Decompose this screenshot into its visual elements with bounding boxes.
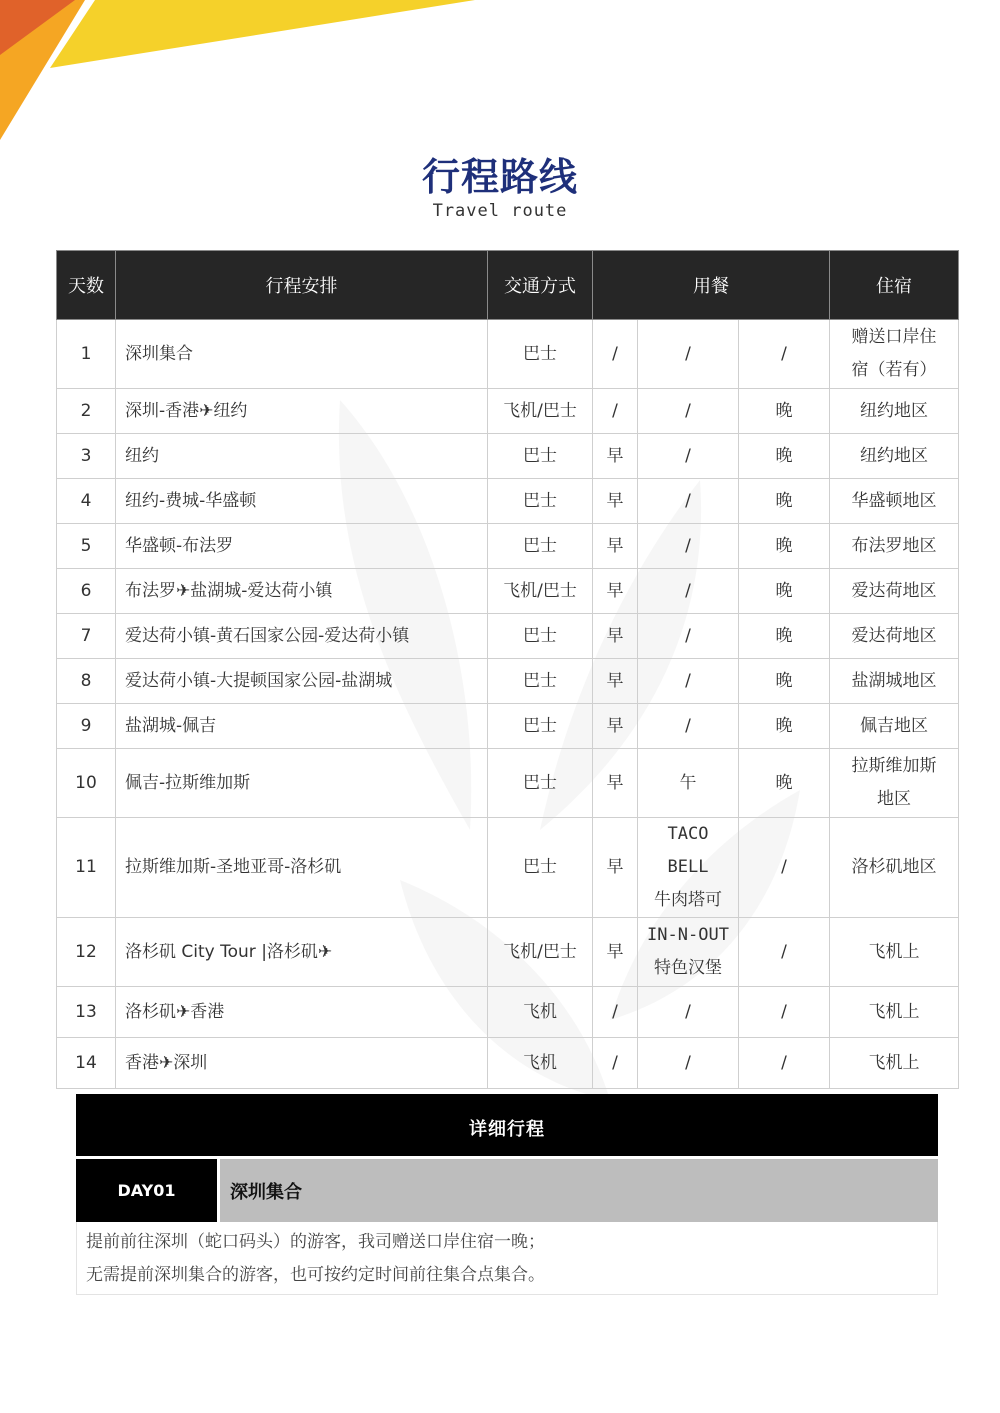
- route-cell: 洛杉矶 City Tour |洛杉矶✈: [116, 918, 488, 987]
- day-cell: 8: [57, 659, 116, 704]
- day-cell: 13: [57, 987, 116, 1038]
- transport-cell: 飞机: [488, 987, 593, 1038]
- hotel-cell: 布法罗地区: [830, 524, 959, 569]
- header-transport: 交通方式: [488, 251, 593, 320]
- day-cell: 7: [57, 614, 116, 659]
- breakfast-cell: 早: [593, 749, 638, 818]
- route-cell: 洛杉矶✈香港: [116, 987, 488, 1038]
- day-label: DAY01: [76, 1159, 217, 1222]
- transport-cell: 巴士: [488, 704, 593, 749]
- day-row: [76, 1159, 938, 1222]
- hotel-cell: 爱达荷地区: [830, 614, 959, 659]
- dinner-cell: 晚: [739, 389, 830, 434]
- page-subtitle: Travel route: [432, 201, 568, 221]
- day-title: 深圳集合: [220, 1159, 938, 1222]
- dinner-cell: 晚: [739, 704, 830, 749]
- lunch-cell: /: [638, 614, 739, 659]
- hotel-cell: 佩吉地区: [830, 704, 959, 749]
- hotel-cell: 盐湖城地区: [830, 659, 959, 704]
- day-cell: 4: [57, 479, 116, 524]
- hotel-cell: 飞机上: [830, 918, 959, 987]
- route-cell: 爱达荷小镇-黄石国家公园-爱达荷小镇: [116, 614, 488, 659]
- transport-cell: 飞机/巴士: [488, 569, 593, 614]
- lunch-cell: /: [638, 569, 739, 614]
- dinner-cell: 晚: [739, 659, 830, 704]
- transport-cell: 巴士: [488, 659, 593, 704]
- route-cell: 布法罗✈盐湖城-爱达荷小镇: [116, 569, 488, 614]
- breakfast-cell: /: [593, 320, 638, 389]
- dinner-cell: 晚: [739, 749, 830, 818]
- day-cell: 2: [57, 389, 116, 434]
- breakfast-cell: 早: [593, 704, 638, 749]
- hotel-cell: 爱达荷地区: [830, 569, 959, 614]
- day-cell: 6: [57, 569, 116, 614]
- table-row: [57, 659, 959, 704]
- hotel-cell: 华盛顿地区: [830, 479, 959, 524]
- header-route: 行程安排: [116, 251, 488, 320]
- table-row: [57, 434, 959, 479]
- hotel-cell: 纽约地区: [830, 434, 959, 479]
- breakfast-cell: /: [593, 1038, 638, 1089]
- detail-header: 详细行程: [76, 1094, 938, 1156]
- table-row: [57, 704, 959, 749]
- dinner-cell: 晚: [739, 614, 830, 659]
- transport-cell: 巴士: [488, 434, 593, 479]
- table-row: [57, 818, 959, 918]
- route-cell: 爱达荷小镇-大提顿国家公园-盐湖城: [116, 659, 488, 704]
- transport-cell: 巴士: [488, 320, 593, 389]
- route-cell: 纽约-费城-华盛顿: [116, 479, 488, 524]
- route-cell: 深圳-香港✈纽约: [116, 389, 488, 434]
- dinner-cell: /: [739, 918, 830, 987]
- table-row: [57, 524, 959, 569]
- transport-cell: 飞机/巴士: [488, 389, 593, 434]
- breakfast-cell: /: [593, 987, 638, 1038]
- lunch-line: 牛肉塔可: [654, 890, 722, 910]
- route-cell: 纽约: [116, 434, 488, 479]
- table-row: [57, 389, 959, 434]
- lunch-cell: /: [638, 987, 739, 1038]
- breakfast-cell: 早: [593, 479, 638, 524]
- header-meals: 用餐: [593, 251, 830, 320]
- dinner-cell: /: [739, 1038, 830, 1089]
- day-cell: 10: [57, 749, 116, 818]
- hotel-line: 拉斯维加斯: [851, 756, 937, 776]
- hotel-cell: [830, 749, 959, 818]
- lunch-cell: /: [638, 389, 739, 434]
- lunch-cell: /: [638, 1038, 739, 1089]
- lunch-cell: /: [638, 434, 739, 479]
- table-row: [57, 614, 959, 659]
- transport-cell: 飞机: [488, 1038, 593, 1089]
- transport-cell: 巴士: [488, 479, 593, 524]
- breakfast-cell: 早: [593, 614, 638, 659]
- day-cell: 1: [57, 320, 116, 389]
- header-hotel: 住宿: [830, 251, 959, 320]
- dinner-cell: /: [739, 818, 830, 918]
- day-description: [76, 1222, 938, 1295]
- dinner-cell: 晚: [739, 434, 830, 479]
- dinner-cell: /: [739, 987, 830, 1038]
- header-day: 天数: [57, 251, 116, 320]
- hotel-cell: 飞机上: [830, 1038, 959, 1089]
- hotel-line: 地区: [877, 789, 911, 809]
- lunch-cell: /: [638, 659, 739, 704]
- deco-yellow-shape: [50, 0, 475, 68]
- table-row: [57, 918, 959, 987]
- table-header-row: [57, 251, 959, 320]
- route-cell: 拉斯维加斯-圣地亚哥-洛杉矶: [116, 818, 488, 918]
- day-cell: 14: [57, 1038, 116, 1089]
- dinner-cell: 晚: [739, 479, 830, 524]
- dinner-cell: 晚: [739, 569, 830, 614]
- lunch-cell: /: [638, 524, 739, 569]
- lunch-cell: 午: [638, 749, 739, 818]
- hotel-cell: [830, 320, 959, 389]
- itinerary-table: [56, 250, 959, 1089]
- transport-cell: 巴士: [488, 749, 593, 818]
- transport-cell: 飞机/巴士: [488, 918, 593, 987]
- table-row: [57, 479, 959, 524]
- transport-cell: 巴士: [488, 614, 593, 659]
- transport-cell: 巴士: [488, 524, 593, 569]
- table-row: [57, 1038, 959, 1089]
- route-cell: 佩吉-拉斯维加斯: [116, 749, 488, 818]
- route-cell: 盐湖城-佩吉: [116, 704, 488, 749]
- lunch-line: 特色汉堡: [654, 958, 722, 978]
- breakfast-cell: 早: [593, 524, 638, 569]
- route-cell: 深圳集合: [116, 320, 488, 389]
- table-row: [57, 987, 959, 1038]
- breakfast-cell: /: [593, 389, 638, 434]
- lunch-cell: /: [638, 320, 739, 389]
- day-cell: 3: [57, 434, 116, 479]
- route-cell: 华盛顿-布法罗: [116, 524, 488, 569]
- day-cell: 9: [57, 704, 116, 749]
- detailed-itinerary: [76, 1094, 938, 1295]
- breakfast-cell: 早: [593, 818, 638, 918]
- breakfast-cell: 早: [593, 569, 638, 614]
- table-row: [57, 569, 959, 614]
- hotel-cell: 洛杉矶地区: [830, 818, 959, 918]
- table-row: [57, 749, 959, 818]
- breakfast-cell: 早: [593, 659, 638, 704]
- hotel-line: 宿（若有）: [851, 360, 937, 380]
- breakfast-cell: 早: [593, 918, 638, 987]
- page-title: 行程路线: [421, 155, 578, 199]
- hotel-cell: 纽约地区: [830, 389, 959, 434]
- lunch-cell: /: [638, 479, 739, 524]
- lunch-line: TACO BELL: [667, 824, 709, 877]
- breakfast-cell: 早: [593, 434, 638, 479]
- lunch-cell: /: [638, 704, 739, 749]
- hotel-cell: 飞机上: [830, 987, 959, 1038]
- day-cell: 5: [57, 524, 116, 569]
- day-cell: 12: [57, 918, 116, 987]
- lunch-cell: [638, 918, 739, 987]
- hotel-line: 赠送口岸住: [851, 327, 937, 347]
- day-cell: 11: [57, 818, 116, 918]
- lunch-cell: [638, 818, 739, 918]
- description-line: 提前前往深圳（蛇口码头）的游客，我司赠送口岸住宿一晚；: [86, 1232, 545, 1252]
- dinner-cell: 晚: [739, 524, 830, 569]
- route-cell: 香港✈深圳: [116, 1038, 488, 1089]
- transport-cell: 巴士: [488, 818, 593, 918]
- description-line: 无需提前深圳集合的游客，也可按约定时间前往集合点集合。: [86, 1265, 545, 1285]
- lunch-line: IN-N-OUT: [647, 925, 729, 945]
- table-row: [57, 320, 959, 389]
- dinner-cell: /: [739, 320, 830, 389]
- corner-decoration: [0, 0, 480, 150]
